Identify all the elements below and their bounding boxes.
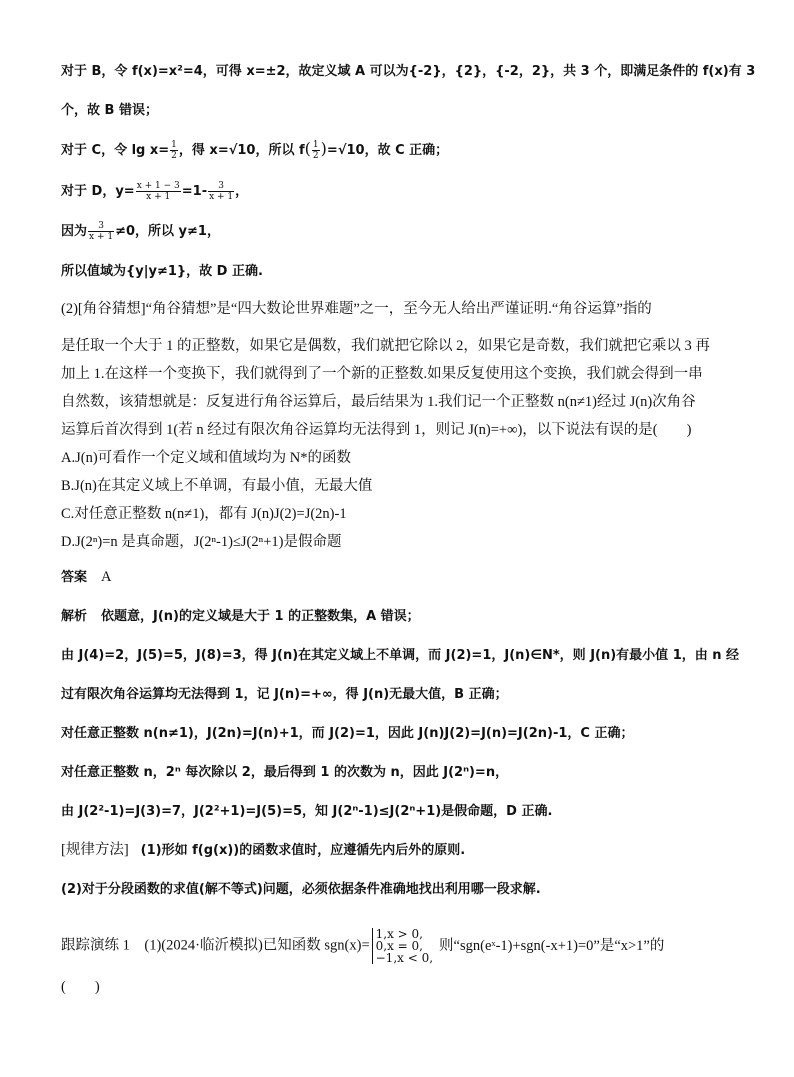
analysis-line-2: 由 J(4)=2，J(5)=5，J(8)=3，得 J(n)在其定义域上不单调，而 J(2)=1，J(n)∈N*，则 J(n)有最小值 1，由 n 经 — [61, 648, 740, 663]
fraction-half: $\frac{1}{2}$ — [171, 140, 177, 161]
option-a: A.J(n)可看作一个定义域和值域均为 N*的函数 — [61, 450, 351, 466]
fraction-d2: $\frac{3}{x + 1}$ — [209, 181, 234, 202]
line-range: 所以值域为{y|y≠1}，故 D 正确. — [61, 264, 263, 279]
option-b: B.J(n)在其定义域上不单调，有最小值，无最大值 — [61, 478, 373, 494]
line-c-analysis: 对于 C，令 lg x= $\frac{1}{2}$ ，得 x=√10，所以 f( $\frac{1}{2}$ )=√10，故 C 正确； — [61, 139, 449, 161]
analysis-line-6: 由 J(2²-1)=J(3)=7，J(2²+1)=J(5)=5，知 J(2ⁿ-1)≤J(2ⁿ+1)是假命题，D 正确. — [61, 804, 553, 819]
piecewise-cases: 1,x > 0, 0,x = 0, −1,x < 0, — [372, 928, 433, 964]
line-because: 因为 $\frac{3}{x + 1}$ ≠0，所以 y≠1， — [61, 221, 220, 242]
problem-line-5: 运算后首次得到 1(若 n 经过有限次角谷运算均无法得到 1，则记 J(n)=+∞)，以下说法有误的是( ) — [61, 422, 692, 438]
line-b-analysis: 对于 B，令 f(x)=x²=4，可得 x=±2，故定义域 A 可以为{-2}，{2}，{-2，2}，共 3 个，即满足条件的 f(x)有 3 — [61, 64, 756, 79]
practice-line: 跟踪演练 1 (1)(2024·临沂模拟)已知函数 sgn(x)= 1,x > 0, 0,x = 0, −1,x < 0, 则“sgn(eˣ-1)+sgn(-x+1)=0”是“x>1”的 — [61, 927, 665, 965]
method-label: [规律方法] — [61, 842, 129, 858]
problem-line-1: (2)[角谷猜想]“角谷猜想”是“四大数论世界难题”之一，至今无人给出严谨证明.“角谷运算”指的 — [61, 301, 652, 317]
answer-paren: ( ) — [61, 979, 100, 995]
analysis-line-5: 对任意正整数 n，2ⁿ 每次除以 2，最后得到 1 的次数为 n，因此 J(2ⁿ)=n， — [61, 765, 509, 780]
analysis-line-4: 对任意正整数 n(n≠1)，J(2n)=J(n)+1，而 J(2)=1，因此 J(n)J(2)=J(n)=J(2n)-1，C 正确； — [61, 726, 634, 741]
analysis-label: 解析 — [61, 609, 88, 624]
problem-line-2: 是任取一个大于 1 的正整数，如果它是偶数，我们就把它除以 2，如果它是奇数，我们就把它乘以 3 再 — [61, 338, 710, 354]
fraction-d1: $\frac{x + 1 - 3}{x + 1}$ — [136, 181, 180, 202]
method-line-1: [规律方法] (1)形如 f(g(x))的函数求值时，应遵循先内后外的原则. — [61, 842, 466, 858]
answer-value: A — [101, 569, 112, 585]
option-d: D.J(2ⁿ)=n 是真命题，J(2ⁿ-1)≤J(2ⁿ+1)是假命题 — [61, 534, 342, 550]
answer-label: 答案 — [61, 570, 88, 585]
analysis-line-3: 过有限次角谷运算均无法得到 1，记 J(n)=+∞，得 J(n)无最大值，B 正确； — [61, 687, 508, 702]
answer-line — [61, 568, 112, 587]
fraction-half-arg: $\frac{1}{2}$ — [312, 140, 319, 161]
problem-line-3: 加上 1.在这样一个变换下，我们就得到了一个新的正整数.如果反复使用这个变换，我们就会得到一串 — [61, 366, 703, 382]
analysis-line-1: 解析 依题意，J(n)的定义域是大于 1 的正整数集，A 错误； — [61, 609, 420, 624]
option-c: C.对任意正整数 n(n≠1)，都有 J(n)J(2)=J(2n)-1 — [61, 506, 347, 522]
fraction-d3: $\frac{3}{x + 1}$ — [89, 221, 114, 242]
method-line-2: (2)对于分段函数的求值(解不等式)问题，必须依据条件准确地找出利用哪一段求解. — [61, 882, 541, 897]
line-b-conclusion: 个，故 B 错误； — [61, 103, 158, 118]
problem-line-4: 自然数，该猜想就是：反复进行角谷运算后，最后结果为 1.我们记一个正整数 n(n≠1)经过 J(n)次角谷 — [61, 394, 696, 410]
line-d-analysis: 对于 D，y= $\frac{x + 1 - 3}{x + 1}$ =1- $\frac{3}{x + 1}$ ， — [61, 181, 249, 202]
